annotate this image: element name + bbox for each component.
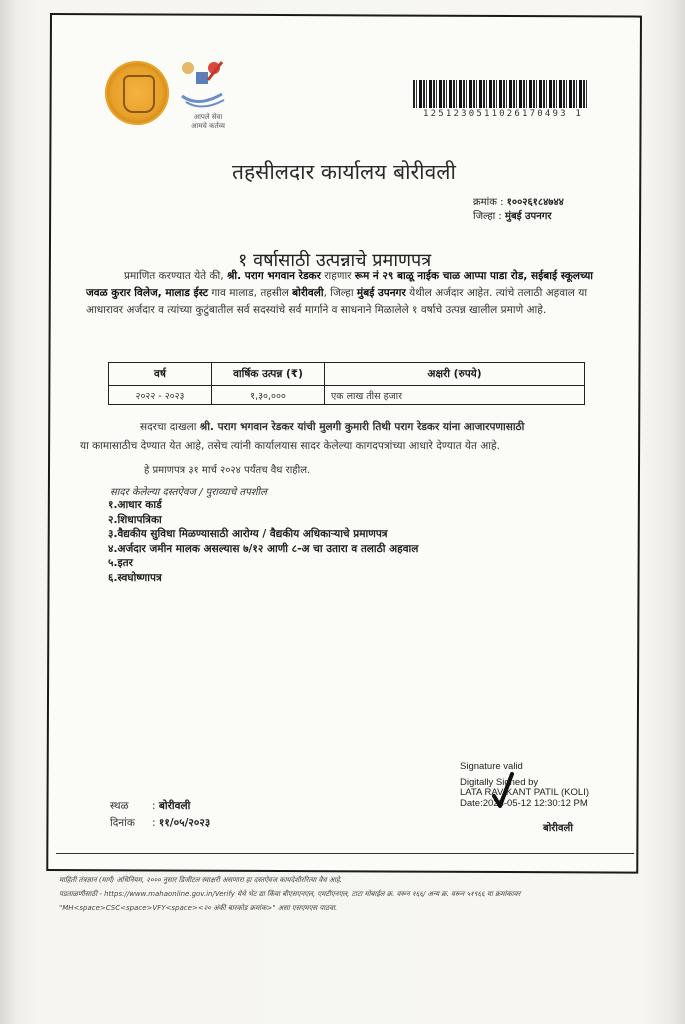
list-item: १.आधार कार्ड — [108, 499, 162, 511]
applicant-name: श्री. पराग भगवान रेडकर — [226, 270, 321, 282]
para1-mid1: राहणार — [320, 270, 355, 282]
place-date-block: स्थळ : बोरीवली दिनांक : ११/०५/२०२३ — [110, 798, 210, 832]
digital-signature-block — [460, 762, 589, 809]
signature-valid-check-icon — [492, 770, 514, 810]
place-label: स्थळ — [110, 800, 129, 812]
signature-status: Signature valid — [460, 761, 523, 772]
signature-place: बोरीवली — [543, 823, 573, 834]
documents-heading: सादर केलेल्या दस्तऐवज / पुराव्याचे तपशील — [110, 487, 267, 498]
applicant-address: रूम नं २९ बाळू नाईक चाळ आप्पा पाडा रोड, सईबाई स्कूलच्या जवळ कुरार विलेज, मालाड ईस्ट — [86, 270, 594, 299]
para2-prefix: सदरचा दाखला — [140, 421, 200, 433]
income-table — [108, 362, 585, 405]
para2-suffix: या कामासाठीच देण्यात येत आहे, तसेच त्यांनी कार्यालयास सादर केलेल्या कागदपत्रांच्या आधारे देण्यात येत आहे. — [80, 440, 500, 452]
serial-district-block — [473, 196, 564, 224]
list-item: ६.स्वघोष्णापत्र — [108, 571, 162, 584]
signature-line1: Digitally Signed by — [460, 776, 539, 788]
cell-annual-income: १,३०,००० — [212, 386, 325, 405]
serial-label: क्रमांक : — [473, 197, 504, 208]
barcode-number: 1251230511026170493 1 — [423, 109, 583, 119]
footer-line3: "MH<space>CSC<space>VFY<space><२० अंकी बारकोड क्रमांक>" असा एसएमएस पाठवा. — [59, 904, 338, 912]
list-item: ३.वैद्यकीय सुविधा मिळण्यासाठी आरोग्य / वैद्यकीय अधिकाऱ्याचे प्रमाणपत्र — [108, 528, 388, 540]
maharashtra-emblem-icon — [105, 61, 169, 125]
certificate-title: १ वर्षासाठी उत्पन्नाचे प्रमाणपत्र — [238, 250, 432, 271]
para1-prefix: प्रमाणित करण्यात येते की, — [124, 270, 227, 282]
table-row — [109, 386, 585, 405]
district-label: जिल्हा : — [473, 211, 502, 222]
cell-amount-in-words: एक लाख तीस हजार — [325, 386, 585, 405]
barcode — [413, 80, 588, 108]
footer-line2: पडताळणीसाठी - https://www.mahaonline.gov.in/Verify येथे भेट द्या किंवा बीएसएनएल, एमटीएनएल, टाटा मोबाईल क्र. वरून १६६/ अन्य क्र. वरून ५१९६६ या क्रमांकावर — [59, 890, 521, 898]
para1-mid3: , जिल्हा — [323, 287, 357, 299]
district-name: मुंबई उपनगर — [356, 287, 406, 299]
documents-list — [108, 498, 418, 585]
footer-line1: माहिती तंत्रज्ञान (मार्ग) अधिनियम, २००० नुसार डिजीटल स्वाक्षरी असणारा हा दस्तऐवज कायदेशीररित्या वैध आहे. — [59, 876, 342, 884]
date-label: दिनांक — [110, 817, 135, 829]
footer-divider — [56, 853, 634, 854]
place-value: बोरीवली — [158, 800, 191, 812]
emblem-shield-icon — [123, 75, 155, 113]
column-header-annual-income: वार्षिक उत्पन्न (₹) — [212, 363, 325, 386]
serial-value: १००२६१८४७४४ — [506, 197, 564, 208]
list-item: २.शिधापत्रिका — [108, 513, 162, 526]
district-value: मुंबई उपनगर — [504, 211, 552, 222]
tehsil-name: बोरीवली — [292, 287, 324, 299]
seva-caption-line1: आपले सेवा — [193, 113, 223, 121]
verification-footer — [59, 873, 659, 915]
column-header-year: वर्ष — [109, 363, 212, 386]
validity-statement: हे प्रमाणपत्र ३१ मार्च २०२४ पर्यंतच वैध राहील. — [144, 465, 311, 476]
signature-date: Date:2023-05-12 12:30:12 PM — [460, 797, 588, 809]
table-header-row — [109, 363, 585, 386]
para1-suffix: येथील अर्जदार आहेत. त्यांचे तलाठी अहवाल या आधारावर अर्जदार व त्यांच्या कुटुंबातील सर्व सदस्यांचे सर्व मार्गाने व साधनाने मिळालेले १ वर्षाचे उत्पन्न खालील प्रमाणे आहे. — [86, 287, 588, 316]
purpose-paragraph — [80, 418, 594, 456]
cell-year: २०२२ - २०२३ — [109, 386, 212, 405]
list-item: ४.अर्जदार जमीन मालक असल्यास ७/१२ आणी ८-अ चा उतारा व तलाठी अहवाल — [108, 542, 419, 555]
office-title: तहसीलदार कार्यालय बोरीवली — [232, 160, 456, 184]
certification-paragraph — [86, 268, 596, 319]
signer-name: LATA RAVIKANT PATIL (KOLI) — [460, 787, 589, 798]
date-value: ११/०५/२०२३ — [158, 817, 211, 829]
seva-caption-line2: आमचे कर्तव्य — [191, 122, 225, 130]
para1-mid2: गाव मालाड, तहसील — [208, 287, 293, 299]
seva-caption — [178, 113, 238, 131]
list-item: ५.इतर — [108, 557, 133, 569]
beneficiary-details: श्री. पराग भगवान रेडकर यांची मुलगी कुमारी तिथी पराग रेडकर यांना आजारपणासाठी — [199, 421, 525, 433]
column-header-amount-in-words: अक्षरी (रुपये) — [325, 363, 585, 386]
